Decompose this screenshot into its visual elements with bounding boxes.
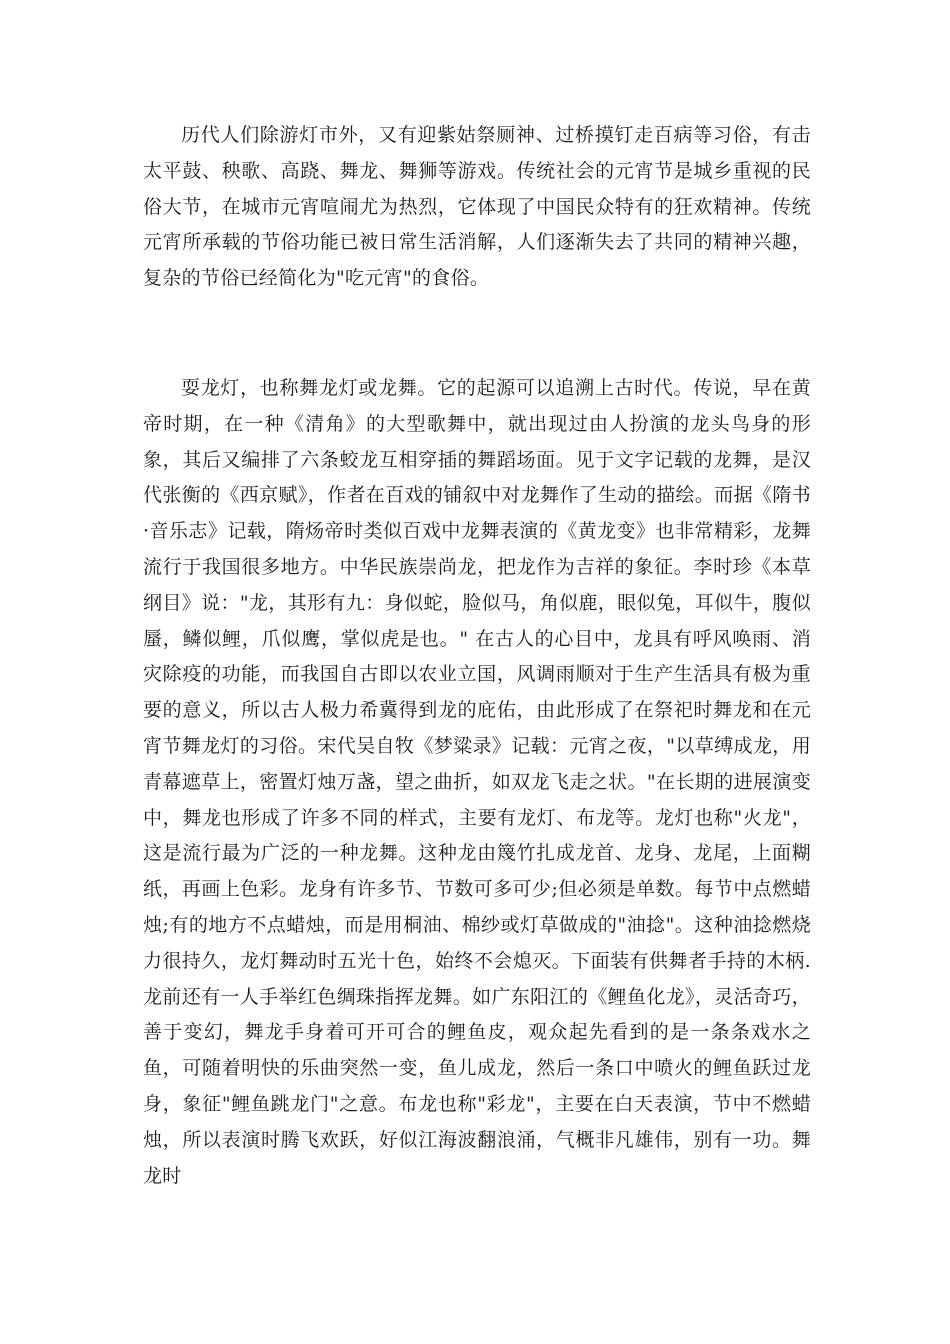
paragraph-lantern-customs: 历代人们除游灯市外，又有迎紫姑祭厕神、过桥摸钉走百病等习俗，有击太平鼓、秧歌、高跷、舞龙、舞狮等游戏。传统社会的元宵节是城乡重视的民俗大节，在城市元宵喧闹尤为热烈，它体现了中国民众特有的狂欢精神。传统元宵所承载的节俗功能已被日常生活消解，人们逐渐失去了共同的精神兴趣，复杂的节俗已经简化为"吃元宵"的食俗。 — [143, 124, 811, 290]
paragraph-dragon-dance: 耍龙灯，也称舞龙灯或龙舞。它的起源可以追溯上古时代。传说，早在黄帝时期，在一种《清角》的大型歌舞中，就出现过由人扮演的龙头鸟身的形象，其后又编排了六条蛟龙互相穿插的舞蹈场面。见于文字记载的龙舞，是汉代张衡的《西京赋》，作者在百戏的铺叙中对龙舞作了生动的描绘。而据《隋书·音乐志》记载，隋炀帝时类似百戏中龙舞表演的《黄龙变》也非常精彩，龙舞流行于我国很多地方。中华民族崇尚龙，把龙作为吉祥的象征。李时珍《本草纲目》说："龙，其形有九：身似蛇，脸似马，角似鹿，眼似兔，耳似牛，腹似蜃，鳞似鲤，爪似鹰，掌似虎是也。" 在古人的心目中，龙具有呼风唤雨、消灾除疫的功能，而我国自古即以农业立国，风调雨顺对于生产生活具有极为重要的意义，所以古人极力希冀得到龙的庇佑，由此形成了在祭祀时舞龙和在元宵节舞龙灯的习俗。宋代吴自牧《梦粱录》记载：元宵之夜，"以草缚成龙，用青幕遮草上，密置灯烛万盏，望之曲折，如双龙飞走之状。"在长期的进展演变中，舞龙也形成了许多不同的样式，主要有龙灯、布龙等。龙灯也称"火龙"，这是流行最为广泛的一种龙舞。这种龙由篾竹扎成龙首、龙身、龙尾，上面糊纸，再画上色彩。龙身有许多节、节数可多可少;但必须是单数。每节中点燃蜡烛;有的地方不点蜡烛，而是用桐油、棉纱或灯草做成的"油捻"。这种油捻燃烧力很持久，龙灯舞动时五光十色，始终不会熄灭。下面装有供舞者手持的木柄.龙前还有一人手举红色绸珠指挥龙舞。如广东阳江的《鲤鱼化龙》，灵活奇巧，善于变幻，舞龙手身着可开可合的鲤鱼皮，观众起先看到的是一条条戏水之鱼，可随着明快的乐曲突然一变，鱼儿成龙，然后一条口中喷火的鲤鱼跃过龙身，象征"鲤鱼跳龙门"之意。布龙也称"彩龙"，主要在白天表演，节中不燃蜡烛，所以表演时腾飞欢跃，好似江海波翻浪涌，气概非凡雄伟，别有一功。舞龙时 — [143, 377, 811, 1187]
